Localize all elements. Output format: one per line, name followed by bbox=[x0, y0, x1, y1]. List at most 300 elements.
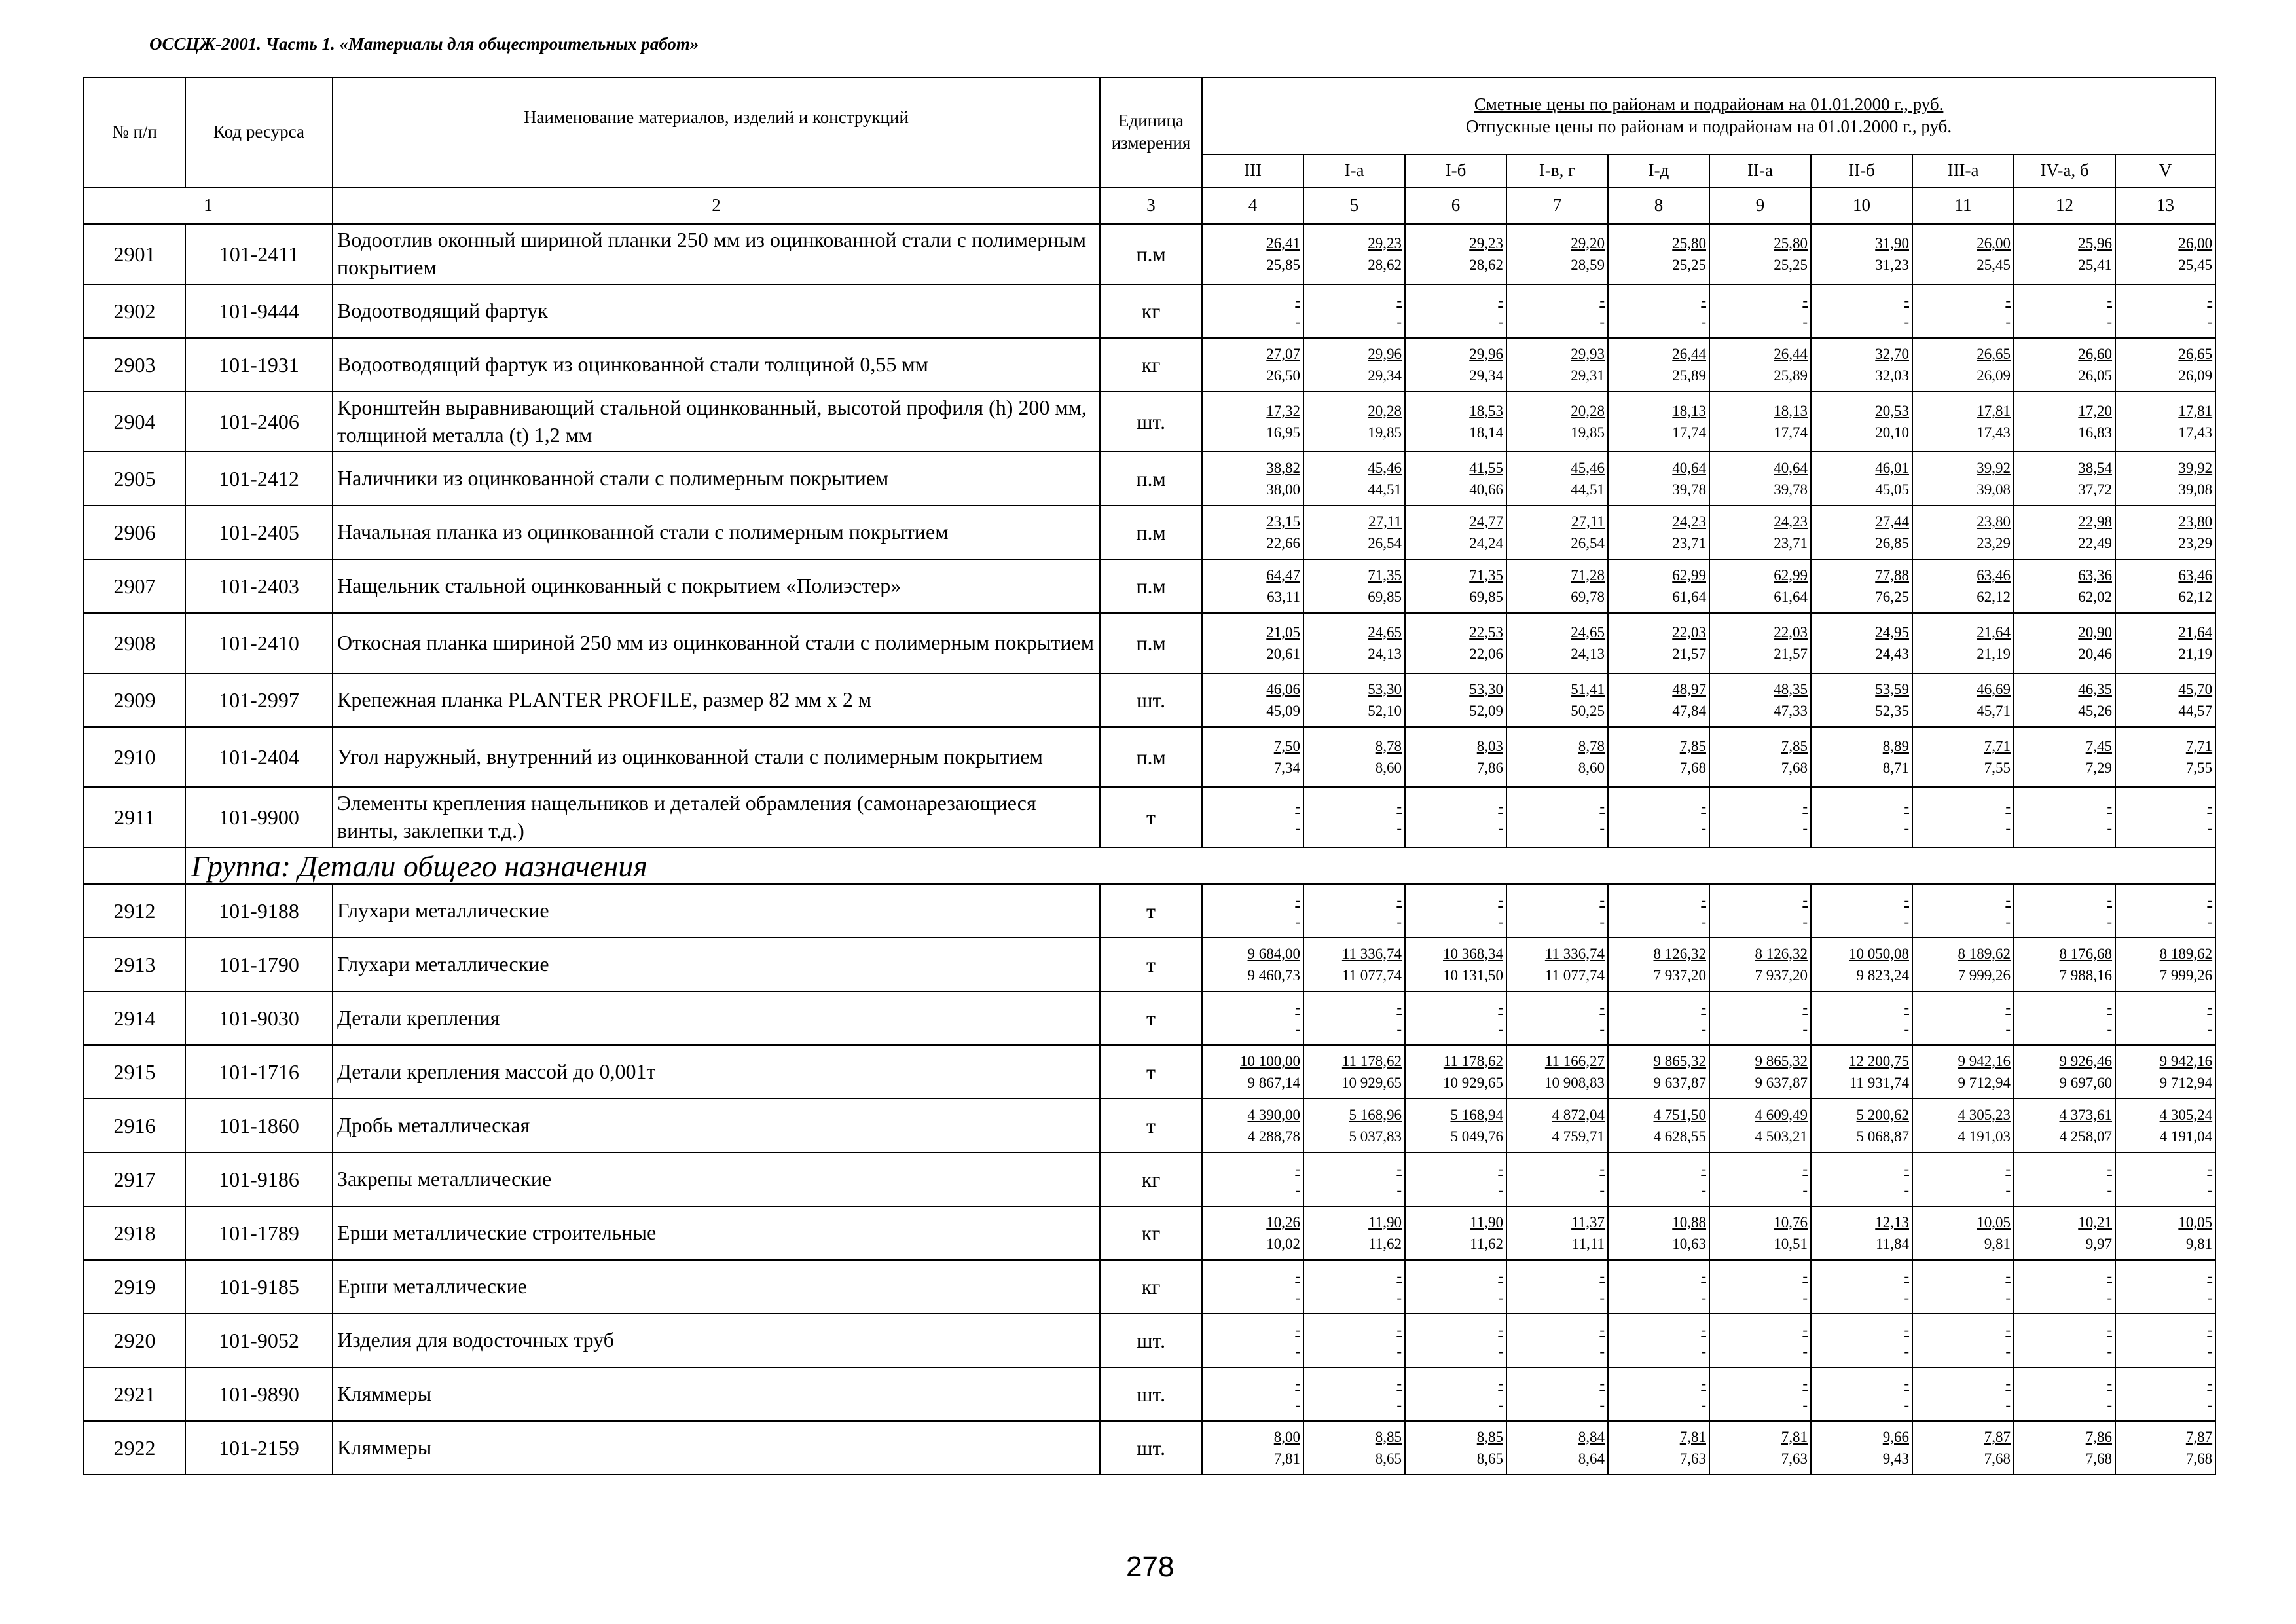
table-row bbox=[84, 991, 2215, 1045]
price-cell bbox=[2014, 1206, 2115, 1260]
column-number: 4 bbox=[1202, 187, 1303, 224]
release-price: 11,11 bbox=[1571, 1236, 1605, 1252]
price-cell bbox=[1202, 506, 1303, 559]
estimate-price: 8 126,32 bbox=[1653, 945, 1706, 962]
release-price: 9,43 bbox=[1882, 1450, 1909, 1467]
estimate-price: 20,28 bbox=[1368, 402, 1402, 419]
unit: шт. bbox=[1100, 1421, 1202, 1475]
price-cell bbox=[1912, 392, 2014, 452]
estimate-price: 11 336,74 bbox=[1544, 945, 1605, 962]
release-price: - bbox=[1498, 1021, 1503, 1037]
release-price: - bbox=[1295, 314, 1300, 330]
release-price: 45,05 bbox=[1875, 481, 1909, 498]
estimate-price: 7,81 bbox=[1679, 1428, 1706, 1445]
estimate-price: 46,01 bbox=[1875, 459, 1909, 476]
estimate-price: - bbox=[1295, 1375, 1300, 1392]
price-cell bbox=[2014, 673, 2115, 727]
release-price: 10 131,50 bbox=[1443, 967, 1503, 984]
release-price: - bbox=[2005, 913, 2011, 930]
release-price: 23,71 bbox=[1672, 535, 1706, 551]
estimate-price: 53,30 bbox=[1469, 680, 1503, 697]
estimate-price: - bbox=[1904, 1375, 1909, 1392]
estimate-price: 8,00 bbox=[1273, 1428, 1300, 1445]
estimate-price: 18,13 bbox=[1672, 402, 1706, 419]
price-cell bbox=[1506, 1367, 1608, 1421]
price-cell bbox=[2014, 613, 2115, 673]
estimate-price: - bbox=[2207, 1321, 2213, 1338]
unit: кг bbox=[1100, 338, 1202, 392]
release-price: 25,25 bbox=[1672, 257, 1706, 273]
price-cell bbox=[1303, 284, 1405, 338]
price-cell bbox=[1506, 1421, 1608, 1475]
estimate-price: - bbox=[2107, 891, 2112, 908]
column-number: 5 bbox=[1303, 187, 1405, 224]
price-cell bbox=[2014, 224, 2115, 284]
row-number: 2906 bbox=[84, 506, 185, 559]
unit: т bbox=[1100, 1099, 1202, 1153]
material-name: Кронштейн выравнивающий стальной оцинкованный, высотой профиля (h) 200 мм, толщиной металла (t) 1,2 мм bbox=[333, 392, 1100, 452]
estimate-price: 46,35 bbox=[2078, 680, 2112, 697]
price-cell bbox=[1303, 506, 1405, 559]
estimate-price: - bbox=[1802, 291, 1808, 308]
estimate-price: 8,85 bbox=[1476, 1428, 1503, 1445]
release-price: 26,50 bbox=[1266, 367, 1300, 384]
price-cell bbox=[1202, 1206, 1303, 1260]
price-cell bbox=[1811, 338, 1912, 392]
row-number: 2905 bbox=[84, 452, 185, 506]
row-number: 2901 bbox=[84, 224, 185, 284]
table-row bbox=[84, 1099, 2215, 1153]
release-price: 24,13 bbox=[1571, 646, 1605, 662]
release-price: 10 908,83 bbox=[1544, 1075, 1605, 1091]
price-cell bbox=[1405, 991, 1506, 1045]
release-price: - bbox=[1599, 1289, 1605, 1306]
estimate-price: - bbox=[2107, 1160, 2112, 1177]
price-cell bbox=[1811, 506, 1912, 559]
material-name: Глухари металлические bbox=[333, 938, 1100, 991]
estimate-price: 8,03 bbox=[1476, 737, 1503, 754]
release-price: - bbox=[1599, 314, 1605, 330]
release-price: - bbox=[1904, 1343, 1909, 1359]
estimate-price: 7,85 bbox=[1679, 737, 1706, 754]
region-header: I-д bbox=[1608, 155, 1709, 187]
unit: шт. bbox=[1100, 1314, 1202, 1367]
row-number: 2902 bbox=[84, 284, 185, 338]
release-price: 11 077,74 bbox=[1544, 967, 1605, 984]
release-price: 20,10 bbox=[1875, 424, 1909, 441]
release-price: - bbox=[1396, 314, 1402, 330]
release-price: 61,64 bbox=[1672, 589, 1706, 605]
estimate-price: 38,54 bbox=[2078, 459, 2112, 476]
row-number: 2915 bbox=[84, 1045, 185, 1099]
price-cell bbox=[1202, 938, 1303, 991]
release-price: - bbox=[1701, 913, 1706, 930]
release-price: 17,43 bbox=[2178, 424, 2213, 441]
price-cell bbox=[2115, 1367, 2215, 1421]
estimate-price: 7,87 bbox=[2185, 1428, 2213, 1445]
release-price: - bbox=[2207, 1397, 2213, 1413]
estimate-price: - bbox=[2005, 798, 2011, 815]
estimate-price: 53,30 bbox=[1368, 680, 1402, 697]
release-price: 9 823,24 bbox=[1856, 967, 1909, 984]
row-number: 2919 bbox=[84, 1260, 185, 1314]
price-cell bbox=[1506, 727, 1608, 787]
estimate-price: 23,80 bbox=[2178, 513, 2213, 530]
material-name: Дробь металлическая bbox=[333, 1099, 1100, 1153]
material-name: Угол наружный, внутренний из оцинкованной стали с полимерным покрытием bbox=[333, 727, 1100, 787]
estimate-price: - bbox=[1295, 1267, 1300, 1284]
release-price: 23,29 bbox=[1977, 535, 2011, 551]
price-cell bbox=[1303, 1260, 1405, 1314]
estimate-price: 10,21 bbox=[2078, 1213, 2112, 1230]
estimate-price: 10,05 bbox=[2178, 1213, 2213, 1230]
release-price: - bbox=[2005, 1343, 2011, 1359]
estimate-price: - bbox=[1802, 891, 1808, 908]
estimate-price: - bbox=[1599, 1267, 1605, 1284]
price-cell bbox=[1608, 224, 1709, 284]
estimate-price: 21,05 bbox=[1266, 623, 1300, 640]
release-price: 8,65 bbox=[1476, 1450, 1503, 1467]
price-cell bbox=[1811, 1206, 1912, 1260]
estimate-price: 7,45 bbox=[2085, 737, 2112, 754]
price-cell bbox=[1912, 1314, 2014, 1367]
release-price: 10,02 bbox=[1266, 1236, 1300, 1252]
estimate-price: 11 336,74 bbox=[1341, 945, 1402, 962]
estimate-price: - bbox=[1802, 1267, 1808, 1284]
release-price: 37,72 bbox=[2078, 481, 2112, 498]
release-price: 28,62 bbox=[1368, 257, 1402, 273]
release-price: 26,54 bbox=[1571, 535, 1605, 551]
row-number: 2911 bbox=[84, 787, 185, 847]
table-row bbox=[84, 338, 2215, 392]
estimate-price: - bbox=[1599, 1160, 1605, 1177]
release-price: - bbox=[1904, 1397, 1909, 1413]
price-cell bbox=[2014, 1314, 2115, 1367]
price-cell bbox=[1811, 727, 1912, 787]
estimate-price: 62,99 bbox=[1774, 566, 1808, 583]
estimate-price: 11,90 bbox=[1470, 1213, 1503, 1230]
release-price: 7,29 bbox=[2085, 760, 2112, 776]
page-number: 278 bbox=[1126, 1551, 1175, 1583]
price-cell bbox=[1608, 1206, 1709, 1260]
estimate-price: 38,82 bbox=[1266, 459, 1300, 476]
price-cell bbox=[1405, 1367, 1506, 1421]
price-cell bbox=[2115, 392, 2215, 452]
estimate-price: - bbox=[1599, 891, 1605, 908]
release-price: - bbox=[1802, 1289, 1808, 1306]
estimate-price: - bbox=[2005, 999, 2011, 1016]
release-price: - bbox=[1802, 1021, 1808, 1037]
estimate-price: - bbox=[2107, 1321, 2112, 1338]
release-price: - bbox=[2107, 1289, 2112, 1306]
price-cell bbox=[1506, 991, 1608, 1045]
release-price: 7,81 bbox=[1273, 1450, 1300, 1467]
release-price: 11,62 bbox=[1368, 1236, 1402, 1252]
release-price: - bbox=[2207, 1289, 2213, 1306]
release-price: - bbox=[2207, 913, 2213, 930]
release-price: - bbox=[1498, 1182, 1503, 1198]
price-cell bbox=[1303, 1421, 1405, 1475]
estimate-price: 7,86 bbox=[2085, 1428, 2112, 1445]
estimate-price: 48,97 bbox=[1672, 680, 1706, 697]
price-cell bbox=[2014, 991, 2115, 1045]
material-name: Наличники из оцинкованной стали с полимерным покрытием bbox=[333, 452, 1100, 506]
estimate-price: 20,53 bbox=[1875, 402, 1909, 419]
price-cell bbox=[1709, 1421, 1811, 1475]
price-cell bbox=[1811, 991, 1912, 1045]
price-cell bbox=[2014, 1367, 2115, 1421]
estimate-price: - bbox=[2207, 798, 2213, 815]
estimate-price: 46,69 bbox=[1977, 680, 2011, 697]
price-cell bbox=[1912, 1153, 2014, 1206]
header-prices-line2: Отпускные цены по районам и подрайонам на 01.01.2000 г., руб. bbox=[1465, 117, 1952, 136]
release-price: 10 929,65 bbox=[1443, 1075, 1503, 1091]
table-row bbox=[84, 1314, 2215, 1367]
unit: п.м bbox=[1100, 224, 1202, 284]
column-number: 6 bbox=[1405, 187, 1506, 224]
release-price: 18,14 bbox=[1469, 424, 1503, 441]
price-cell bbox=[2014, 938, 2115, 991]
price-cell bbox=[1405, 1206, 1506, 1260]
table-row bbox=[84, 884, 2215, 938]
price-cell bbox=[1709, 673, 1811, 727]
resource-code: 101-2404 bbox=[185, 727, 333, 787]
price-cell bbox=[1608, 787, 1709, 847]
release-price: 25,25 bbox=[1774, 257, 1808, 273]
release-price: - bbox=[1498, 820, 1503, 836]
resource-code: 101-2406 bbox=[185, 392, 333, 452]
release-price: 8,60 bbox=[1375, 760, 1402, 776]
release-price: 9 712,94 bbox=[2159, 1075, 2213, 1091]
release-price: 25,89 bbox=[1774, 367, 1808, 384]
estimate-price: 8 189,62 bbox=[2159, 945, 2213, 962]
estimate-price: - bbox=[1396, 1160, 1402, 1177]
estimate-price: - bbox=[1802, 1321, 1808, 1338]
table-row bbox=[84, 1045, 2215, 1099]
table-body-b bbox=[84, 884, 2215, 1475]
release-price: 11 931,74 bbox=[1849, 1075, 1909, 1091]
release-price: 9 460,73 bbox=[1247, 967, 1300, 984]
resource-code: 101-1790 bbox=[185, 938, 333, 991]
price-cell bbox=[1811, 613, 1912, 673]
resource-code: 101-9186 bbox=[185, 1153, 333, 1206]
estimate-price: 5 168,96 bbox=[1349, 1106, 1402, 1123]
release-price: 44,51 bbox=[1571, 481, 1605, 498]
release-price: - bbox=[1599, 913, 1605, 930]
release-price: 22,49 bbox=[2078, 535, 2112, 551]
estimate-price: - bbox=[1701, 891, 1706, 908]
unit: кг bbox=[1100, 284, 1202, 338]
resource-code: 101-9030 bbox=[185, 991, 333, 1045]
release-price: 8,64 bbox=[1578, 1450, 1605, 1467]
estimate-price: - bbox=[1904, 291, 1909, 308]
price-cell bbox=[1506, 506, 1608, 559]
price-cell bbox=[1709, 284, 1811, 338]
estimate-price: 53,59 bbox=[1875, 680, 1909, 697]
estimate-price: - bbox=[1904, 891, 1909, 908]
estimate-price: 29,96 bbox=[1469, 345, 1503, 362]
estimate-price: 10 100,00 bbox=[1240, 1052, 1300, 1069]
price-cell bbox=[1608, 1153, 1709, 1206]
price-cell bbox=[1202, 338, 1303, 392]
material-name: Закрепы металлические bbox=[333, 1153, 1100, 1206]
price-cell bbox=[1811, 284, 1912, 338]
material-name: Кляммеры bbox=[333, 1367, 1100, 1421]
release-price: 8,60 bbox=[1578, 760, 1605, 776]
estimate-price: - bbox=[1396, 1375, 1402, 1392]
estimate-price: 7,87 bbox=[1984, 1428, 2011, 1445]
estimate-price: 48,35 bbox=[1774, 680, 1808, 697]
release-price: 23,29 bbox=[2178, 535, 2213, 551]
release-price: 52,09 bbox=[1469, 703, 1503, 719]
price-cell bbox=[2115, 1153, 2215, 1206]
price-cell bbox=[1405, 1314, 1506, 1367]
price-cell bbox=[1506, 884, 1608, 938]
price-cell bbox=[1608, 506, 1709, 559]
price-cell bbox=[1912, 559, 2014, 613]
table-row bbox=[84, 452, 2215, 506]
estimate-price: - bbox=[2005, 1267, 2011, 1284]
material-name: Начальная планка из оцинкованной стали с полимерным покрытием bbox=[333, 506, 1100, 559]
price-cell bbox=[2014, 1153, 2115, 1206]
price-cell bbox=[1303, 991, 1405, 1045]
estimate-price: 24,23 bbox=[1672, 513, 1706, 530]
estimate-price: 25,80 bbox=[1672, 234, 1706, 251]
release-price: - bbox=[2107, 1021, 2112, 1037]
price-cell bbox=[2014, 338, 2115, 392]
price-cell bbox=[1811, 1421, 1912, 1475]
estimate-price: - bbox=[1295, 1160, 1300, 1177]
estimate-price: 9 942,16 bbox=[1958, 1052, 2011, 1069]
price-cell bbox=[1202, 392, 1303, 452]
price-cell bbox=[2014, 787, 2115, 847]
price-cell bbox=[2115, 938, 2215, 991]
estimate-price: - bbox=[1498, 1375, 1503, 1392]
estimate-price: 11,90 bbox=[1368, 1213, 1402, 1230]
estimate-price: - bbox=[1498, 798, 1503, 815]
price-cell bbox=[1811, 1314, 1912, 1367]
table-row bbox=[84, 506, 2215, 559]
release-price: 5 049,76 bbox=[1450, 1128, 1503, 1145]
release-price: 26,09 bbox=[1977, 367, 2011, 384]
estimate-price: - bbox=[1396, 999, 1402, 1016]
table-row bbox=[84, 727, 2215, 787]
header-prices-line1: Сметные цены по районам и подрайонам на 01.01.2000 г., руб. bbox=[1474, 94, 1944, 115]
column-number: 2 bbox=[333, 187, 1100, 224]
row-number: 2912 bbox=[84, 884, 185, 938]
price-cell bbox=[1709, 224, 1811, 284]
estimate-price: 29,96 bbox=[1368, 345, 1402, 362]
price-cell bbox=[1811, 1045, 1912, 1099]
estimate-price: - bbox=[1802, 1160, 1808, 1177]
header-name: Наименование материалов, изделий и конструкций bbox=[333, 77, 1100, 187]
release-price: 11 077,74 bbox=[1341, 967, 1402, 984]
price-cell bbox=[1202, 787, 1303, 847]
price-cell bbox=[1202, 1367, 1303, 1421]
release-price: 9 637,87 bbox=[1755, 1075, 1808, 1091]
release-price: - bbox=[1396, 1397, 1402, 1413]
price-cell bbox=[1405, 506, 1506, 559]
estimate-price: 27,44 bbox=[1875, 513, 1909, 530]
row-number: 2921 bbox=[84, 1367, 185, 1421]
release-price: 9,97 bbox=[2085, 1236, 2112, 1252]
estimate-price: 8 189,62 bbox=[1958, 945, 2011, 962]
estimate-price: - bbox=[1396, 1321, 1402, 1338]
price-cell bbox=[1608, 673, 1709, 727]
column-number: 8 bbox=[1608, 187, 1709, 224]
price-cell bbox=[1709, 1206, 1811, 1260]
estimate-price: - bbox=[2005, 891, 2011, 908]
release-price: - bbox=[1498, 314, 1503, 330]
estimate-price: - bbox=[1599, 798, 1605, 815]
price-cell bbox=[1811, 1260, 1912, 1314]
unit: т bbox=[1100, 991, 1202, 1045]
region-header: I-в, г bbox=[1506, 155, 1608, 187]
table-row bbox=[84, 1421, 2215, 1475]
resource-code: 101-1716 bbox=[185, 1045, 333, 1099]
row-number: 2909 bbox=[84, 673, 185, 727]
column-number: 13 bbox=[2115, 187, 2215, 224]
release-price: - bbox=[1498, 913, 1503, 930]
release-price: - bbox=[2005, 820, 2011, 836]
estimate-price: - bbox=[2005, 1375, 2011, 1392]
release-price: 7,63 bbox=[1781, 1450, 1808, 1467]
release-price: 9,81 bbox=[1984, 1236, 2011, 1252]
release-price: 63,11 bbox=[1267, 589, 1300, 605]
estimate-price: 26,44 bbox=[1774, 345, 1808, 362]
region-header: II-а bbox=[1709, 155, 1811, 187]
price-cell bbox=[1709, 727, 1811, 787]
table-row bbox=[84, 1153, 2215, 1206]
release-price: - bbox=[2207, 314, 2213, 330]
table-row bbox=[84, 673, 2215, 727]
release-price: 47,33 bbox=[1774, 703, 1808, 719]
price-cell bbox=[1202, 1045, 1303, 1099]
price-cell bbox=[1405, 727, 1506, 787]
release-price: 9 867,14 bbox=[1247, 1075, 1300, 1091]
release-price: 7,63 bbox=[1679, 1450, 1706, 1467]
release-price: 4 191,03 bbox=[1958, 1128, 2011, 1145]
price-cell bbox=[1811, 224, 1912, 284]
resource-code: 101-2412 bbox=[185, 452, 333, 506]
release-price: - bbox=[1295, 1397, 1300, 1413]
release-price: 21,57 bbox=[1774, 646, 1808, 662]
release-price: 17,43 bbox=[1977, 424, 2011, 441]
release-price: 31,23 bbox=[1875, 257, 1909, 273]
estimate-price: 22,03 bbox=[1774, 623, 1808, 640]
release-price: 21,19 bbox=[1977, 646, 2011, 662]
price-cell bbox=[2115, 727, 2215, 787]
release-price: - bbox=[1701, 820, 1706, 836]
price-cell bbox=[2115, 452, 2215, 506]
release-price: 7,68 bbox=[1679, 760, 1706, 776]
estimate-price: 26,00 bbox=[2178, 234, 2213, 251]
price-cell bbox=[1608, 1260, 1709, 1314]
estimate-price: 62,99 bbox=[1672, 566, 1706, 583]
resource-code: 101-9188 bbox=[185, 884, 333, 938]
estimate-price: - bbox=[2207, 1160, 2213, 1177]
release-price: 7 937,20 bbox=[1755, 967, 1808, 984]
release-price: - bbox=[1701, 1397, 1706, 1413]
table-row bbox=[84, 1260, 2215, 1314]
price-cell bbox=[1608, 338, 1709, 392]
estimate-price: 9 926,46 bbox=[2059, 1052, 2112, 1069]
release-price: 25,45 bbox=[1977, 257, 2011, 273]
release-price: - bbox=[2005, 1021, 2011, 1037]
estimate-price: 22,98 bbox=[2078, 513, 2112, 530]
release-price: 26,05 bbox=[2078, 367, 2112, 384]
table-row bbox=[84, 787, 2215, 847]
